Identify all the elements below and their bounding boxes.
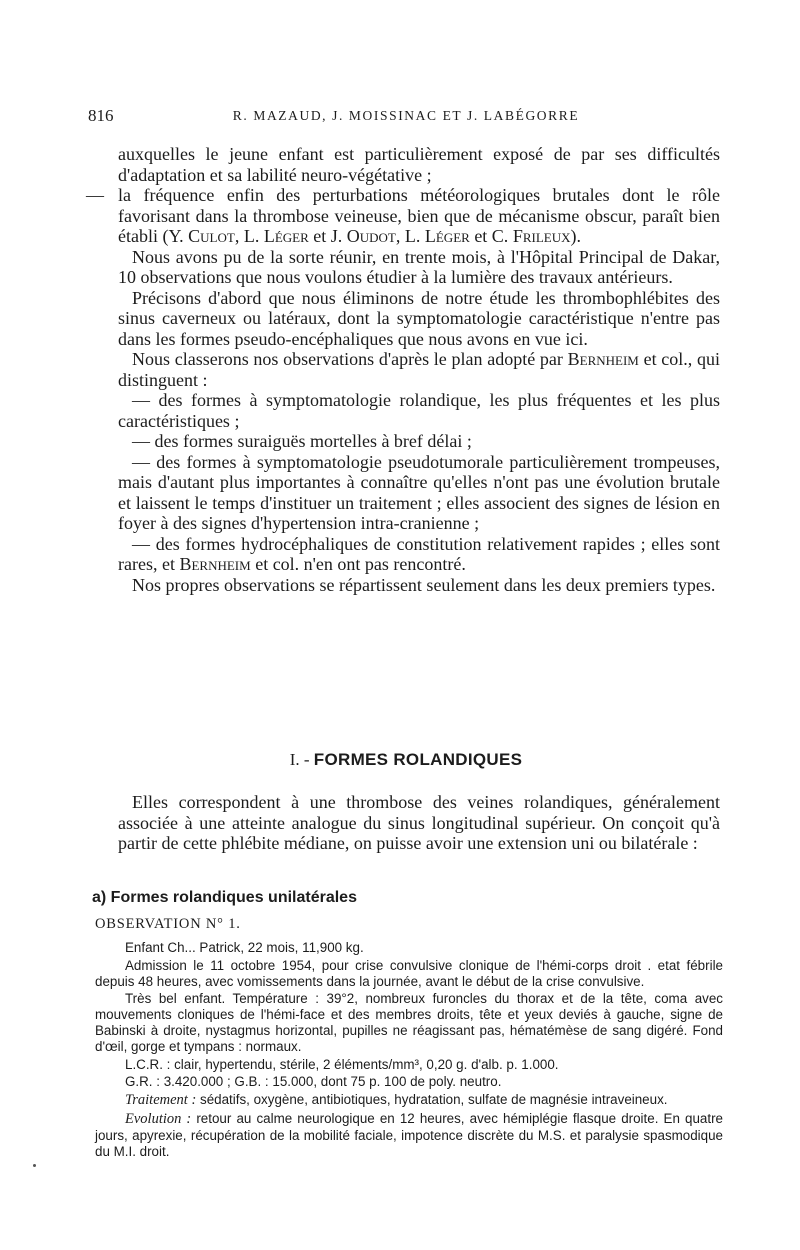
observation-blood: G.R. : 3.420.000 ; G.B. : 15.000, dont 75 p. 100 de poly. neutro.	[125, 1074, 502, 1090]
treatment-text: sédatifs, oxygène, antibiotiques, hydratation, sulfate de magnésie intraveineux.	[196, 1092, 668, 1108]
subsection-heading: a) Formes rolandiques unilatérales	[92, 889, 357, 906]
author-name: Bernheim	[567, 349, 639, 369]
observation-exam: Très bel enfant. Température : 39°2, nombreux furoncles du thorax et de la tête, coma avec mouvements cloniques de l'hémi-face et des membres droits, tête et yeux deviés à gauche, signe de Babinski à droite, nystagmus horizontal, pupilles ne réagissant pas, hématémèse de sang digéré. Fond d'œil, gorge et tympans : normaux.	[95, 991, 723, 1054]
list-item-text: — des formes hydrocéphaliques de constitution relativement rapides ; elles sont rares, et	[118, 533, 720, 574]
author-name: Léger	[424, 226, 470, 246]
body-text	[86, 144, 721, 595]
section-number: I. -	[289, 750, 310, 769]
section-title: FORMES ROLANDIQUES	[313, 750, 523, 769]
paragraph-intro: Elles correspondent à une thrombose des veines rolandiques, généralement associée à une atteinte analogue du sinus longitudinal supérieur. On conçoit qu'à partir de cette phlébite médiane, on puisse avoir une extension uni ou bilatérale :	[118, 792, 720, 853]
paragraph-observations: Nous avons pu de la sorte réunir, en trente mois, à l'Hôpital Principal de Dakar, 10 observations que nous voulons étudier à la lumière des travaux antérieurs.	[118, 246, 720, 287]
running-title: R. MAZAUD, J. MOISSINAC ET J. LABÉGORRE	[232, 108, 580, 123]
paragraph-own-observations: Nos propres observations se répartissent seulement dans les deux premiers types.	[132, 574, 716, 595]
observation-admission: Admission le 11 octobre 1954, pour crise convulsive clonique de l'hémi-corps droit . etat fébrile depuis 48 heures, avec vomissements dans la journée, avant le début de la crise convulsive.	[95, 957, 723, 989]
author-name: Oudot	[346, 226, 396, 246]
list-item: — des formes à symptomatologie pseudotumorale particulièrement trompeuses, mais d'autant plus importantes à connaître qu'elles n'ont pas une évolution brutale et laissent le temps d'instituer un traitement ; elles associent des signes de lésion en foyer à des signes d'hypertension intra-cranienne ;	[118, 451, 720, 533]
scan-speck	[33, 1164, 36, 1167]
frequency-text: la fréquence enfin des perturbations météorologiques brutales dont le rôle favorisant dans la thrombose veineuse, bien que de mécanisme obscur, paraît bien établi (Y.	[118, 185, 720, 246]
observation-patient: Enfant Ch... Patrick, 22 mois, 11,900 kg.	[125, 940, 364, 955]
list-item: — des formes à symptomatologie rolandique, les plus fréquentes et les plus caractéristiques ;	[118, 390, 720, 431]
section-heading	[88, 750, 724, 770]
separator: , L.	[395, 226, 425, 246]
paragraph-classification	[118, 349, 720, 390]
treatment-label: Traitement :	[125, 1092, 197, 1109]
author-name: Bernheim	[179, 554, 251, 574]
observation-treatment	[95, 1092, 723, 1109]
paragraph-frequency	[86, 185, 720, 247]
classification-text: et col., qui distinguent :	[118, 349, 721, 390]
observation-body	[95, 940, 723, 1161]
classification-text: Nous classerons nos observations d'après le plan adopté par	[132, 349, 568, 369]
section-intro	[118, 792, 720, 854]
page-number: 816	[88, 106, 114, 125]
author-name: Culot	[188, 226, 235, 246]
observation-lcr: L.C.R. : clair, hypertendu, stérile, 2 éléments/mm³, 0,20 g. d'alb. p. 1.000.	[125, 1056, 559, 1072]
list-item	[118, 534, 720, 575]
observation-label: OBSERVATION N° 1.	[95, 916, 241, 932]
margin-dash: —	[86, 185, 104, 205]
author-name: Léger	[263, 226, 309, 246]
separator: , L.	[234, 226, 264, 246]
paragraph-continuation: auxquelles le jeune enfant est particulièrement exposé de par ses difficultés d'adaptation et sa labilité neuro-végétative ;	[118, 144, 720, 185]
list-item: — des formes suraiguës mortelles à bref délai ;	[132, 431, 472, 451]
separator: et J.	[308, 226, 347, 246]
separator: et C.	[469, 226, 513, 246]
separator: ).	[570, 226, 581, 246]
author-name: Frileux	[512, 226, 571, 246]
evolution-label: Evolution :	[125, 1110, 192, 1127]
list-item-text: et col. n'en ont pas rencontré.	[250, 554, 466, 574]
paragraph-exclusions: Précisons d'abord que nous éliminons de notre étude les thrombophlébites des sinus caverneux ou latéraux, dont la symptomatologie caractéristique n'entre pas dans les formes pseudo-encéphaliques que nous avons en vue ici.	[118, 287, 720, 349]
evolution-text: retour au calme neurologique en 12 heures, avec hémiplégie flasque droite. En quatre jours, apyrexie, récupération de la mobilité faciale, impotence discrète du M.S. et paralysie spasmodique du M.I. droit.	[95, 1110, 723, 1159]
observation-evolution	[95, 1111, 723, 1159]
